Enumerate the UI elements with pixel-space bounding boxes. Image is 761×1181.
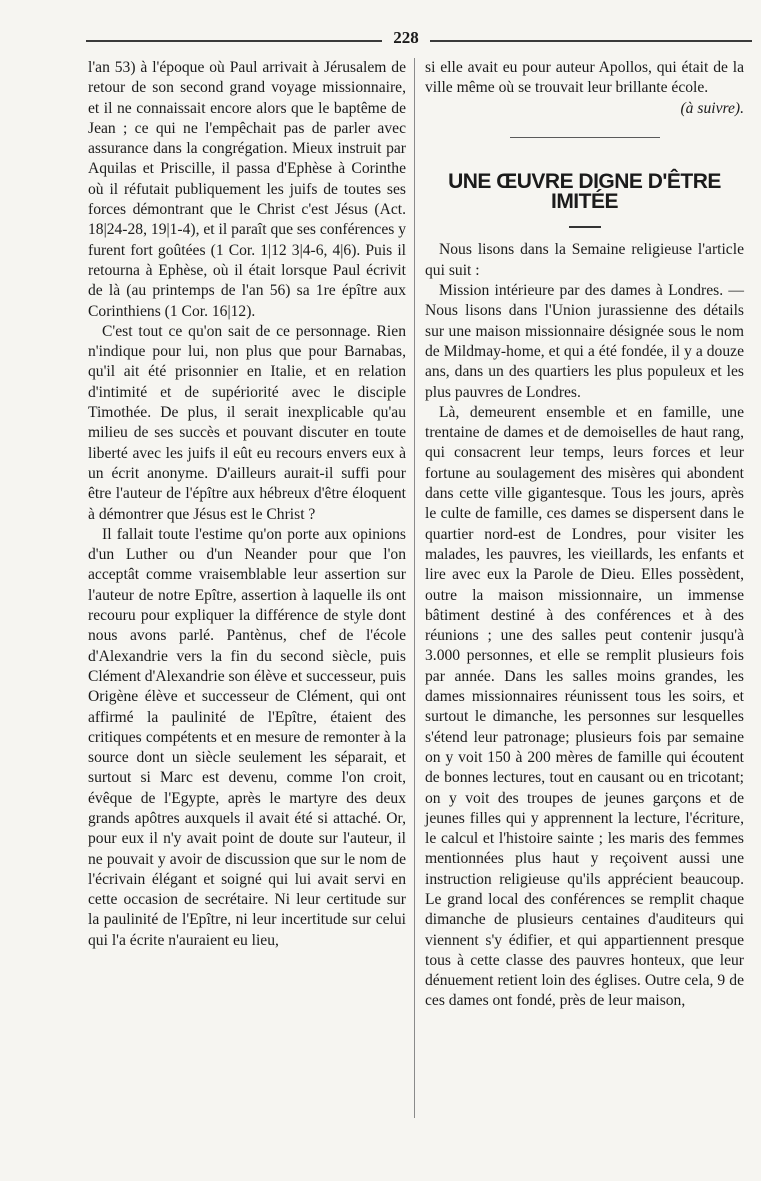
header-rule-left [86,40,382,42]
left-paragraph-1: l'an 53) à l'époque où Paul arrivait à Jérusalem de retour de son second grand voyage missionnaire, et il ne connaissait encore alors que le baptême de Jean ; ce qui ne l'empêchait pas de parler avec assurance dans la congrégation. Mieux instruit par Aquilas et Priscille, il passa d'Ephèse à Corinthe où il réfutait publiquement les juifs de toutes ses forces démontrant que le Christ c'est Jésus (Act. 18|24-28, 19|1-4), et il paraît que ses conférences y furent fort goûtées (1 Cor. 1|12 3|4-6, 4|6). Puis il retourna à Ephèse, où il était lorsque Paul écrivit de là (au printemps de l'an 56) sa 1re épître aux Corinthiens (1 Cor. 16|12). [88,59,407,320]
left-column [88,58,406,951]
article-title: UNE ŒUVRE DIGNE D'ÊTRE IMITÉE [448,169,721,214]
header-rule-right [430,40,752,42]
title-dash [569,226,601,228]
article-intro: Nous lisons dans la Semaine religieuse l'article qui suit : [425,241,744,279]
column-divider [414,58,415,1118]
article-paragraph-1: Mission intérieure par des dames à Londres. — Nous lisons dans l'Union jurassienne des détails sur une maison missionnaire désignée sous le nom de Mildmay-home, et qui a été fondée, il y a douze ans, dans un des quartiers les plus populeux et les plus pauvres de Londres. [425,282,744,401]
section-separator [510,137,660,138]
page-number: 228 [393,28,419,47]
to-be-continued: (à suivre). [680,99,744,117]
left-paragraph-2: C'est tout ce qu'on sait de ce personnage. Rien n'indique pour lui, non plus que pour Barnabas, qu'il ait été prisonnier en Italie, et en relation d'intimité et de supériorité avec le disciple Timothée. De plus, il serait inexplicable qu'au milieu de ses succès et pouvant discuter en toute liberté avec les juifs il eût eu recours envers eux à un écrit anonyme. D'ailleurs aurait-il suffi pour être l'auteur de l'épître aux hébreux d'être éloquent à démontrer que Jésus est le Christ ? [88,322,406,523]
left-paragraph-3: Il fallait toute l'estime qu'on porte aux opinions d'un Luther ou d'un Neander pour que l'on acceptât comme vraisemblable leur assertion sur l'auteur de notre Epître, assertion à laquelle ils ont recouru pour expliquer la différence de style dont nous avons parlé. Pantènus, chef de l'école d'Alexandrie vers la fin du second siècle, puis Clément d'Alexandrie son élève et successeur, puis Origène élève et successeur de Clément, qui ont affirmé la paulinité de l'Epître, étaient des critiques compétents et en mesure de remonter à la source dont un siècle seulement les séparait, et surtout si Marc est devenu, comme l'on croit, évêque de l'Egypte, après le martyre des deux grands apôtres auxquels il avait été si attaché. Or, pour eux il n'y avait point de doute sur l'auteur, il ne pouvait y avoir de discussion que sur le nom de l'écrivain élégant et soigné qui lui avait servi en cette occasion de secrétaire. Ni leur certitude sur la paulinité de l'Epître, ni leur incertitude sur celui qui l'a écrite n'auraient eu lieu, [88,525,406,949]
continuation-paragraph: si elle avait eu pour auteur Apollos, qui était de la ville même où se trouvait leur brillante école. [425,59,744,97]
right-column [425,58,744,1012]
article-paragraph-2: Là, demeurent ensemble et en famille, une trentaine de dames et de demoiselles de haut rang, qui consacrent leur temps, leurs forces et leur fortune au soulagement des misères qui abondent dans cette ville gigantesque. Tous les jours, après le culte de famille, ces dames se dispersent dans le quartier nord-est de Londres, pour visiter les malades, les pauvres, les vieillards, les enfants et lire avec eux la Parole de Dieu. Elles possèdent, outre la maison missionnaire, un immense bâtiment destiné à des conférences et à des réunions ; une des salles peut contenir jusqu'à 3.000 personnes, et elle se remplit plusieurs fois par année. Dans les salles moins grandes, les dames missionnaires réunissent tous les soirs, et surtout le dimanche, les personnes sur lesquelles s'étend leur patronage; plusieurs fois par semaine on y voit 150 à 200 mères de famille qui écoutent de bonnes lectures, tout en causant ou en tricotant; on y voit des troupes de jeunes garçons et de jeunes filles qui y apprennent la lecture, l'écriture, le calcul et l'histoire sainte ; les maris des femmes mentionnées plus haut y reçoivent aussi une instruction religieuse qu'ils apprécient beaucoup. Le grand local des conférences se remplit chaque dimanche de plusieurs centaines d'auditeurs qui viennent s'y édifier, et qui appartiennent presque tous à cette classe des pauvres honteux, que leur dénuement retient loin des églises. Outre cela, 9 de ces dames ont fondé, près de leur maison, [425,403,744,1010]
